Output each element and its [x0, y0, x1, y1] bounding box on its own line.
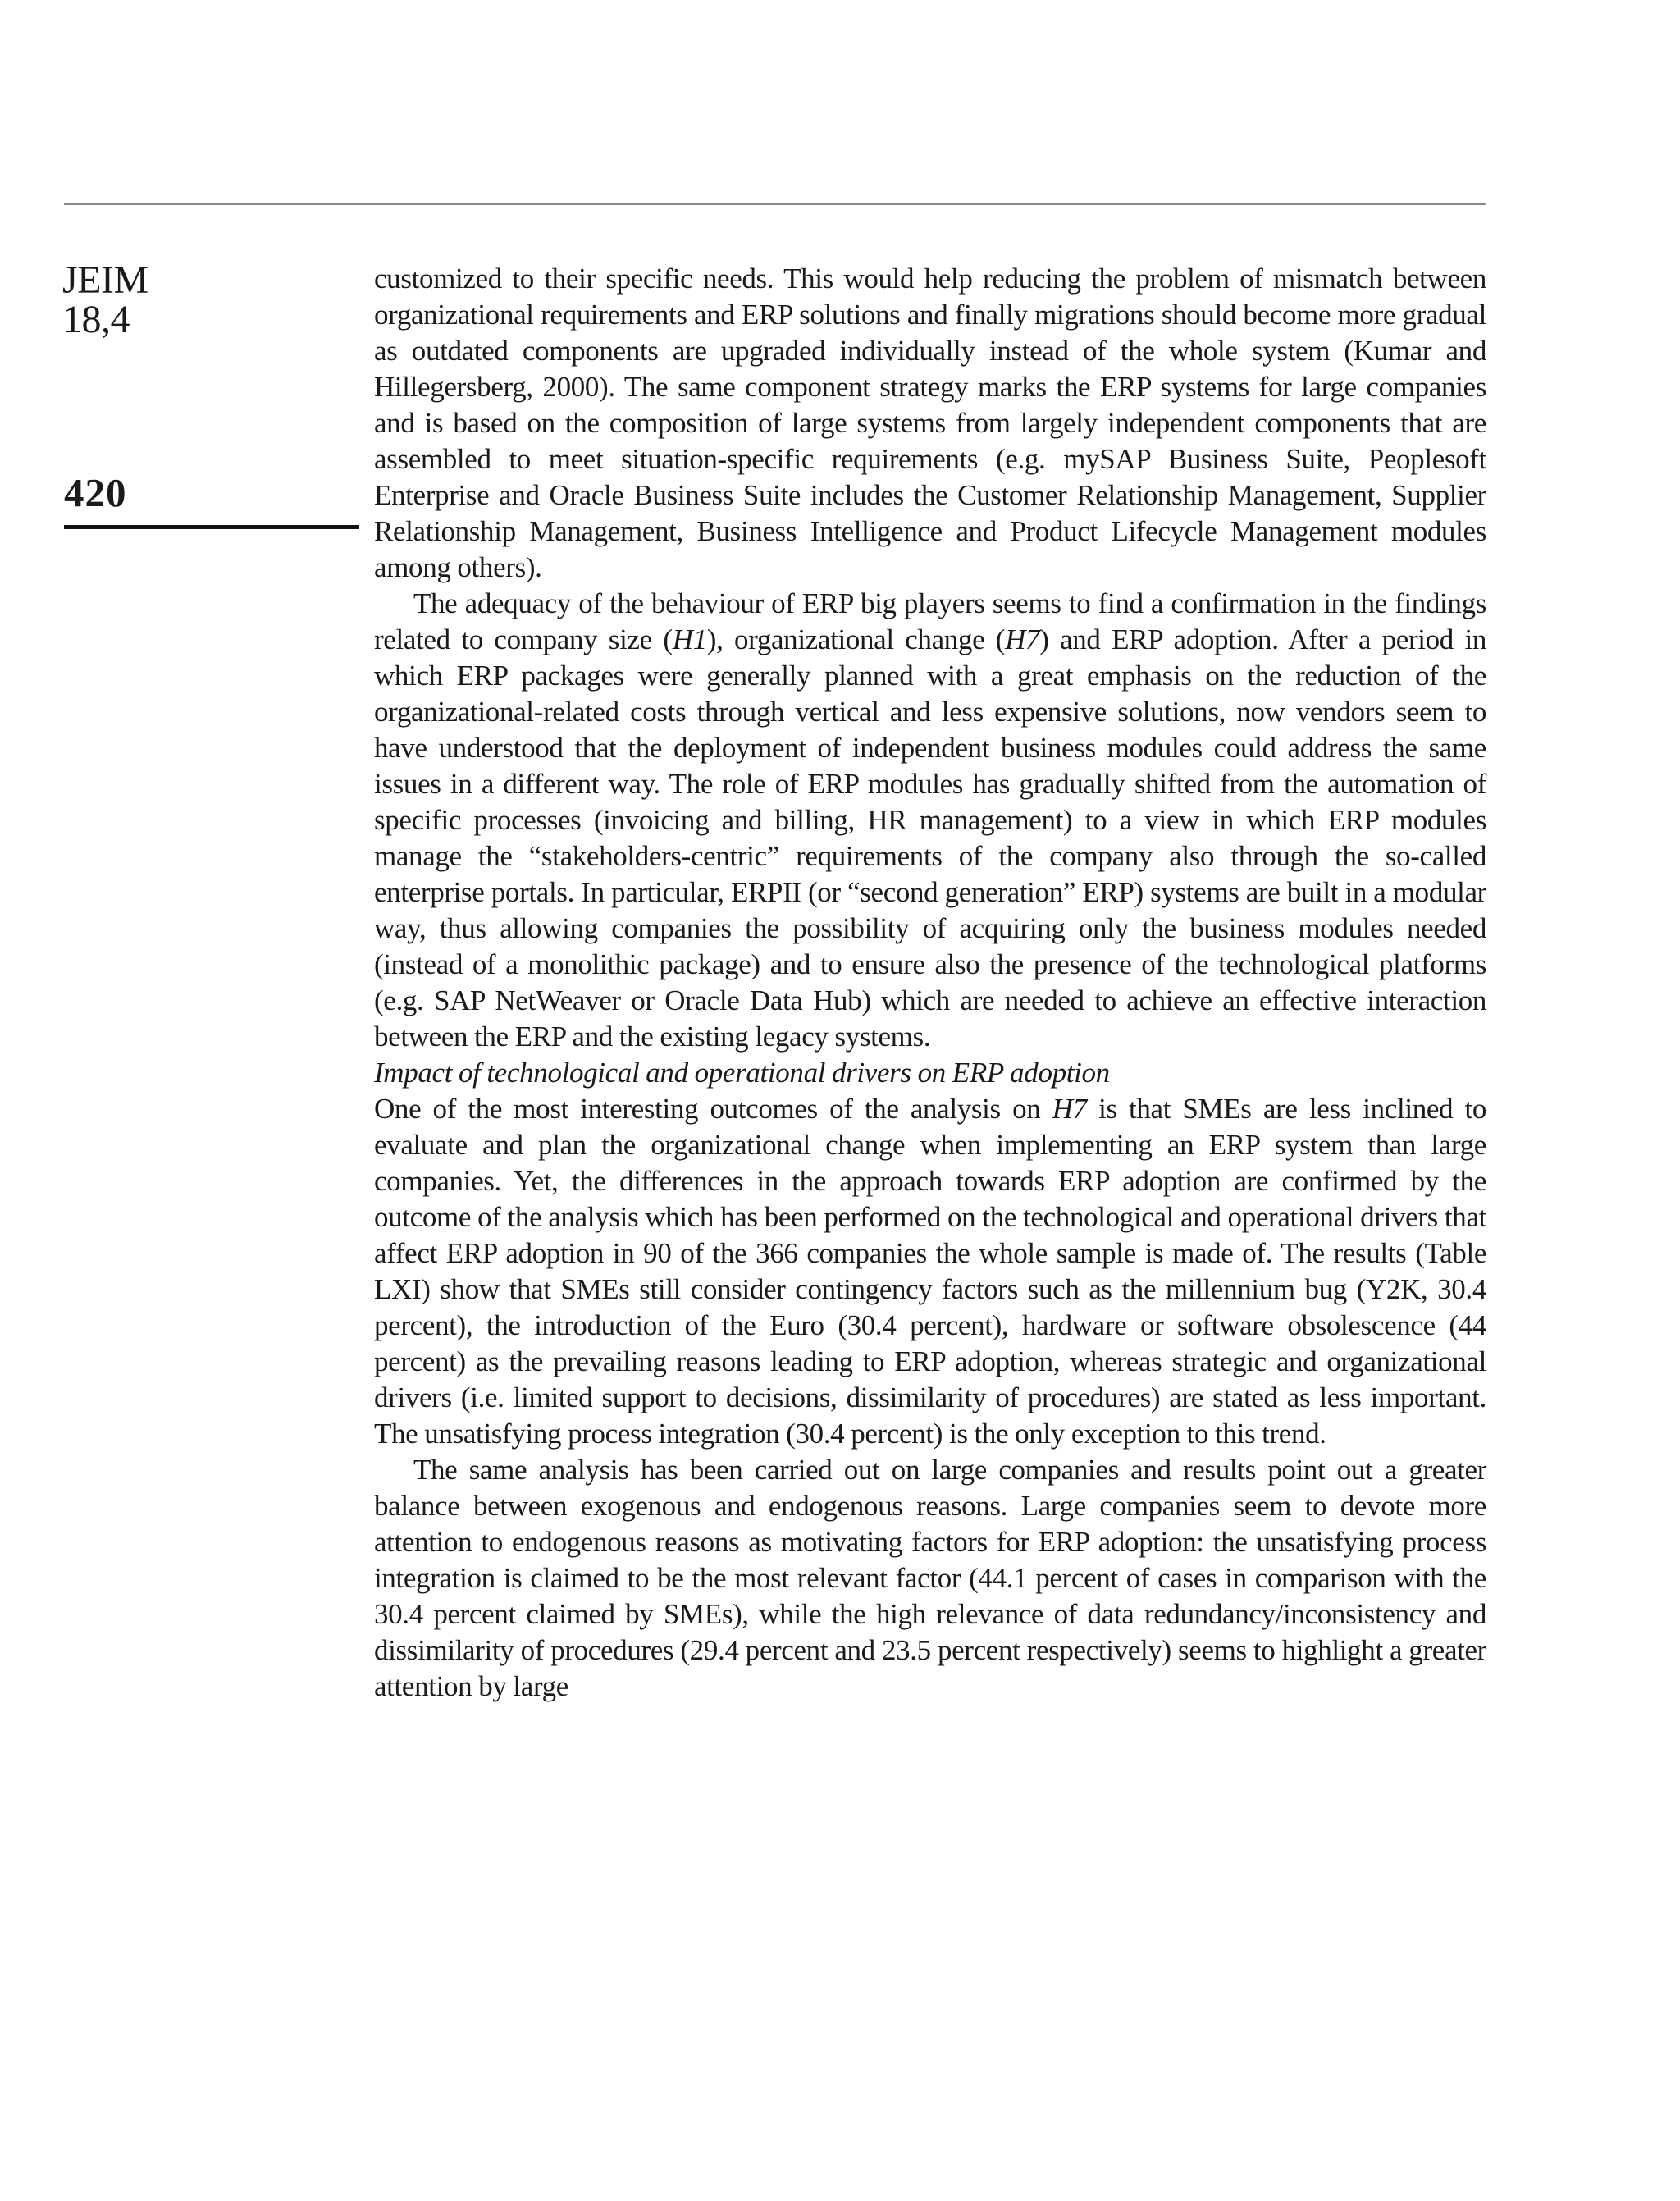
paragraph-2-part-b: ), organizational change ( [706, 623, 1006, 655]
paragraph-4: The same analysis has been carried out on large companies and results point out a greater balance between exogenous and endogenous reasons. Large companies seem to devote more attention to endogenous reasons as motivating factors for ERP adoption: the unsatisfying process integration is claimed to be the most relevant factor (44.1 percent of cases in comparison with the 30.4 percent claimed by SMEs), while the high relevance of data redundancy/inconsistency and dissimilarity of procedures (29.4 percent and 23.5 percent respectively) seems to highlight a greater attention by large [374, 1454, 1486, 1702]
paragraph-3 [374, 1091, 1486, 1452]
hypothesis-h1: H1 [672, 623, 707, 655]
page-number-rule [64, 525, 359, 529]
paragraph-2-part-a: The adequacy of the behaviour of ERP big players seems to find a confirmation in the findings related to company size ( [374, 587, 1486, 655]
journal-title: JEIM [62, 258, 148, 302]
paragraph-3-part-b: is that SMEs are less inclined to evaluate and plan the organizational change when implementing an ERP system than large companies. Yet, the differences in the approach towards ERP adoption are confirmed by the outcome of the analysis which has been performed on the technological and operational drivers that affect ERP adoption in 90 of the 366 companies the whole sample is made of. The results (Table LXI) show that SMEs still consider contingency factors such as the millennium bug (Y2K, 30.4 percent), the introduction of the Euro (30.4 percent), hardware or software obsolescence (44 percent) as the prevailing reasons leading to ERP adoption, whereas strategic and organizational drivers (i.e. limited support to decisions, dissimilarity of procedures) are stated as less important. The unsatisfying process integration (30.4 percent) is the only exception to this trend. [374, 1093, 1486, 1450]
header-rule [64, 203, 1486, 205]
paragraph-2 [374, 586, 1486, 1055]
paragraph-1: customized to their specific needs. This would help reducing the problem of mismatch between organizational requirements and ERP solutions and finally migrations should become more gradual as outdated components are upgraded individually instead of the whole system (Kumar and Hillegersberg, 2000). The same component strategy marks the ERP systems for large companies and is based on the composition of large systems from largely independent components that are assembled to meet situation-specific requirements (e.g. mySAP Business Suite, Peoplesoft Enterprise and Oracle Business Suite includes the Customer Relationship Management, Supplier Relationship Management, Business Intelligence and Product Lifecycle Management modules among others). [374, 263, 1486, 583]
paragraph-2-part-c: ) and ERP adoption. After a period in which ERP packages were generally planned with a great emphasis on the reduction of the organizational-related costs through vertical and less expensive solutions, now vendors seem to have understood that the deployment of independent business modules could address the same issues in a different way. The role of ERP modules has gradually shifted from the automation of specific processes (invoicing and billing, HR management) to a view in which ERP modules manage the “stakeholders-centric” requirements of the company also through the so-called enterprise portals. In particular, ERPII (or “second generation” ERP) systems are built in a modular way, thus allowing companies the possibility of acquiring only the business modules needed (instead of a monolithic package) and to ensure also the presence of the technological platforms (e.g. SAP NetWeaver or Oracle Data Hub) which are needed to achieve an effective interaction between the ERP and the existing legacy systems. [374, 623, 1487, 1053]
page-number: 420 [64, 470, 127, 515]
journal-reference [62, 258, 148, 341]
volume-issue: 18,4 [62, 298, 130, 341]
hypothesis-h7: H7 [1005, 623, 1040, 655]
body-text [374, 261, 1486, 1705]
hypothesis-h7-ref: H7 [1052, 1093, 1087, 1125]
section-heading: Impact of technological and operational drivers on ERP adoption [374, 1057, 1110, 1089]
paragraph-3-part-a: One of the most interesting outcomes of the analysis on [374, 1093, 1052, 1125]
